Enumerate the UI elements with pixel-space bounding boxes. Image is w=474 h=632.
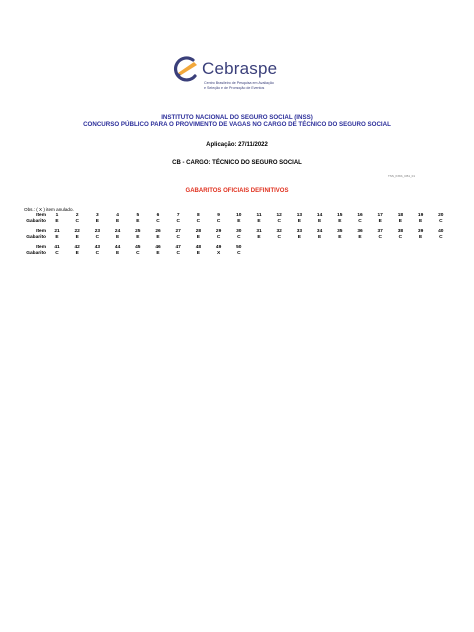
item-number: 50 (236, 245, 242, 250)
answer-value: E (55, 235, 59, 240)
answer-value: E (398, 219, 402, 224)
answer-value: C (95, 235, 100, 240)
gabarito-row-label: Gabarito (26, 251, 46, 256)
item-number: 42 (74, 245, 80, 250)
item-number: 44 (114, 245, 121, 250)
item-number: 6 (156, 213, 160, 218)
item-number: 25 (135, 229, 141, 234)
obs-note: Obs.: ( X ) item anulado. (24, 207, 74, 212)
item-number: 43 (94, 245, 101, 250)
answer-value: E (338, 219, 342, 224)
answer-value: C (176, 251, 180, 256)
item-number: 29 (215, 229, 222, 234)
item-number: 3 (96, 213, 99, 218)
institution-title: INSTITUTO NACIONAL DO SEGURO SOCIAL (INSS) (161, 114, 313, 121)
item-number: 22 (74, 229, 80, 234)
item-number: 38 (397, 229, 404, 234)
answer-value: E (156, 251, 160, 256)
answer-value: E (156, 235, 160, 240)
item-number: 41 (54, 245, 60, 250)
item-number: 24 (114, 229, 121, 234)
item-number: 34 (316, 229, 323, 234)
answer-value: C (237, 235, 241, 240)
answer-value: E (257, 219, 261, 224)
gabarito-row-label: Gabarito (26, 235, 46, 240)
item-number: 49 (215, 245, 222, 250)
answer-value: C (176, 219, 180, 224)
item-number: 23 (94, 229, 101, 234)
item-row-label: Item (36, 245, 46, 250)
item-number: 17 (377, 213, 383, 218)
answer-value: C (237, 251, 241, 256)
item-number: 31 (256, 229, 262, 234)
item-number: 9 (217, 213, 220, 218)
answer-value: C (216, 219, 221, 224)
item-number: 1 (55, 213, 59, 218)
answer-value: E (257, 235, 261, 240)
item-number: 10 (236, 213, 242, 218)
item-row-label: Item (36, 229, 46, 234)
item-number: 18 (397, 213, 404, 218)
answer-value: C (136, 251, 140, 256)
answer-value: E (136, 235, 140, 240)
answer-value: E (75, 235, 79, 240)
answer-value: E (297, 219, 301, 224)
item-number: 19 (417, 213, 424, 218)
answer-value: E (297, 235, 301, 240)
answer-value: C (378, 235, 382, 240)
answer-value: E (115, 235, 120, 240)
answer-value: E (95, 219, 99, 224)
logo-name: Cebraspe (202, 59, 278, 78)
item-number: 48 (195, 245, 202, 250)
item-number: 20 (438, 213, 444, 218)
logo-subtitle-line: e Seleção e de Promoção de Eventos (204, 85, 265, 90)
answer-value: E (115, 219, 120, 224)
logo-subtitle (204, 81, 284, 90)
item-number: 16 (357, 213, 363, 218)
position-title: CB - CARGO: TÉCNICO DO SEGURO SOCIAL (172, 160, 302, 166)
contest-title: CONCURSO PÚBLICO PARA O PROVIMENTO DE VAGAS NO CARGO DE TÉCNICO DO SEGURO SOCIAL (83, 121, 391, 128)
item-number: 26 (155, 229, 161, 234)
answer-value: E (418, 219, 423, 224)
answer-value: C (439, 235, 443, 240)
application-date: Aplicação: 27/11/2022 (206, 142, 268, 148)
item-number: 8 (197, 213, 200, 218)
answer-value: C (75, 219, 79, 224)
answer-value: X (216, 251, 221, 256)
answer-value: C (277, 235, 281, 240)
item-row-label: Item (36, 213, 46, 218)
item-number: 45 (135, 245, 141, 250)
item-number: 15 (337, 213, 343, 218)
answer-value: E (75, 251, 79, 256)
item-number: 12 (276, 213, 282, 218)
item-number: 35 (337, 229, 343, 234)
item-number: 2 (75, 213, 79, 218)
item-number: 21 (54, 229, 60, 234)
item-number: 27 (175, 229, 181, 234)
gabarito-row-label: Gabarito (26, 219, 46, 224)
item-number: 14 (316, 213, 323, 218)
document-code: TSS_INSS_CB1_01 (388, 174, 416, 178)
item-number: 32 (276, 229, 282, 234)
item-number: 13 (296, 213, 303, 218)
answer-value: E (136, 219, 140, 224)
answer-value: E (338, 235, 342, 240)
answer-value: C (216, 235, 221, 240)
answer-value: E (418, 235, 423, 240)
logo-subtitle-line: Centro Brasileiro de Pesquisa em Avaliação (204, 81, 274, 85)
answer-value: C (196, 219, 201, 224)
item-number: 7 (176, 213, 180, 218)
answer-value: E (196, 235, 200, 240)
answer-value: E (115, 251, 120, 256)
answer-value: C (398, 235, 403, 240)
item-number: 36 (357, 229, 363, 234)
answer-value: E (358, 235, 362, 240)
item-number: 47 (175, 245, 181, 250)
answer-value: C (358, 219, 362, 224)
item-number: 33 (296, 229, 303, 234)
item-number: 37 (377, 229, 383, 234)
answer-value: C (55, 251, 59, 256)
answer-value: E (317, 219, 322, 224)
answer-value: C (176, 235, 180, 240)
cebraspe-logo (172, 56, 292, 96)
answer-value: C (156, 219, 160, 224)
answer-value: E (378, 219, 382, 224)
answer-value: E (196, 251, 200, 256)
answer-value: C (439, 219, 443, 224)
answer-value: C (95, 251, 100, 256)
item-number: 5 (136, 213, 140, 218)
item-number: 40 (438, 229, 444, 234)
answer-value: E (317, 235, 322, 240)
answer-value: C (277, 219, 281, 224)
answer-value: E (237, 219, 241, 224)
item-number: 46 (155, 245, 161, 250)
item-number: 4 (116, 213, 119, 218)
answer-value: E (55, 219, 59, 224)
item-number: 28 (195, 229, 202, 234)
item-number: 11 (256, 213, 262, 218)
answer-key-title: GABARITOS OFICIAIS DEFINITIVOS (185, 188, 289, 194)
item-number: 39 (417, 229, 424, 234)
cebraspe-mark-icon (172, 56, 202, 82)
item-number: 30 (236, 229, 242, 234)
